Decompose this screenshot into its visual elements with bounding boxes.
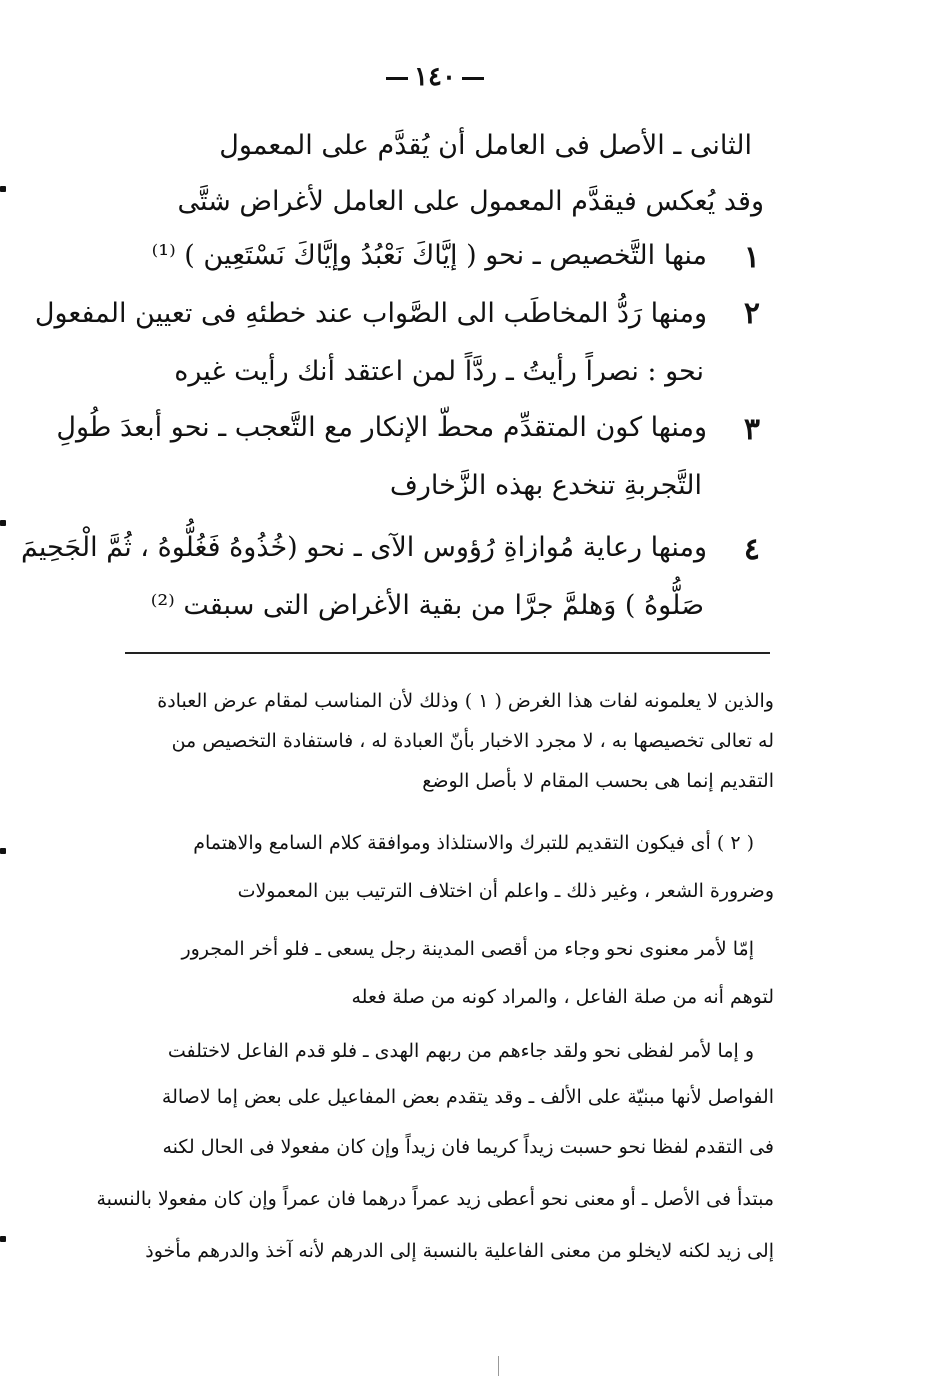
page-number	[380, 62, 490, 92]
footnote-line-12: إلى زيد لكنه لايخلو من معنى الفاعلية بالنسبة إلى الدرهم لأنه آخذ والدرهم مأخوذ	[145, 1240, 774, 1262]
body-line-2: وقد يُعكس فيقدَّم المعمول على العامل لأغراض شتَّى	[177, 186, 764, 217]
item-1-number: ١	[743, 240, 760, 275]
footnote-line-1: والذين لا يعلمونه لفات هذا الغرض ( ١ ) وذلك لأن المناسب لمقام عرض العبادة	[157, 690, 774, 712]
footnote-line-9: الفواصل لأنها مبنيّة على الألف ـ وقد يتقدم بعض المفاعيل على بعض إما لاصالة	[161, 1086, 774, 1108]
footnote-line-4: ( ٢ ) أى فيكون التقديم للتبرك والاستلذاذ وموافقة كلام السامع والاهتمام	[193, 832, 754, 854]
item-3-text: ومنها كون المتقدِّم محطّ الإنكار مع التَّعجب ـ نحو أبعدَ طُولِ	[56, 412, 707, 443]
scan-mark	[0, 848, 6, 854]
item-1-text: منها التَّخصيص ـ نحو ( إيَّاكَ نَعْبُدُ وإيَّاكَ نَسْتَعِين ) ⁽¹⁾	[151, 240, 707, 271]
body-line-1: الثانى ـ الأصل فى العامل أن يُقدَّم على المعمول	[219, 130, 752, 161]
footnote-divider	[125, 652, 770, 654]
item-2-text: ومنها رَدُّ المخاطَب الى الصَّواب عند خطئهِ فى تعيين المفعول	[34, 298, 707, 329]
page-number-dash	[386, 77, 408, 80]
item-4-number: ٤	[743, 532, 760, 567]
footnote-line-7: لتوهم أنه من صلة الفاعل ، والمراد كونه من صلة فعله	[351, 986, 774, 1008]
scan-mark	[0, 186, 6, 192]
page-number-text: ١٤٠	[414, 62, 456, 92]
footnote-line-5: وضرورة الشعر ، وغير ذلك ـ واعلم أن اختلاف الترتيب بين المعمولات	[237, 880, 774, 902]
footnote-line-6: إمّا لأمر معنوى نحو وجاء من أقصى المدينة رجل يسعى ـ فلو أخر المجرور	[181, 938, 754, 960]
item-2-continuation: نحو : نصراً رأيتُ ـ ردَّاً لمن اعتقد أنك رأيت غيره	[174, 356, 704, 387]
scan-mark	[0, 520, 6, 526]
item-2-number: ٢	[743, 296, 760, 331]
scan-mark	[0, 1236, 6, 1242]
footnote-line-8: و إما لأمر لفظى نحو ولقد جاءهم من ربهم الهدى ـ فلو قدم الفاعل لاختلفت	[167, 1040, 754, 1062]
footnote-line-11: مبتدأ فى الأصل ـ أو معنى نحو أعطى زيد عمراً درهما فان عمراً وإن كان مفعولا بالنسبة	[96, 1188, 774, 1210]
item-4-continuation: صَلُّوهُ ) وَهلمَّ جرَّا من بقية الأغراض التى سبقت ⁽²⁾	[150, 590, 704, 621]
page-number-dash	[462, 77, 484, 80]
scan-scratch	[498, 1356, 499, 1376]
footnote-line-10: فى التقدم لفظا نحو حسبت زيداً كريما فان زيداً وإن كان مفعولا فى الحال لكنه	[162, 1136, 774, 1158]
item-3-number: ٣	[743, 412, 760, 447]
item-4-text: ومنها رعاية مُوازاةِ رُؤوس الآى ـ نحو (خُذُوهُ فَغُلُّوهُ ، ثُمَّ الْجَحِيمَ	[20, 532, 707, 563]
footnote-line-2: له تعالى تخصيصها به ، لا مجرد الاخبار بأنّ العبادة له ، فاستفادة التخصيص من	[171, 730, 774, 752]
item-3-continuation: التَّجربةِ تنخدع بهذه الزَّخارف	[389, 470, 702, 501]
footnote-line-3: التقديم إنما هى بحسب المقام لا بأصل الوضع	[422, 770, 774, 792]
